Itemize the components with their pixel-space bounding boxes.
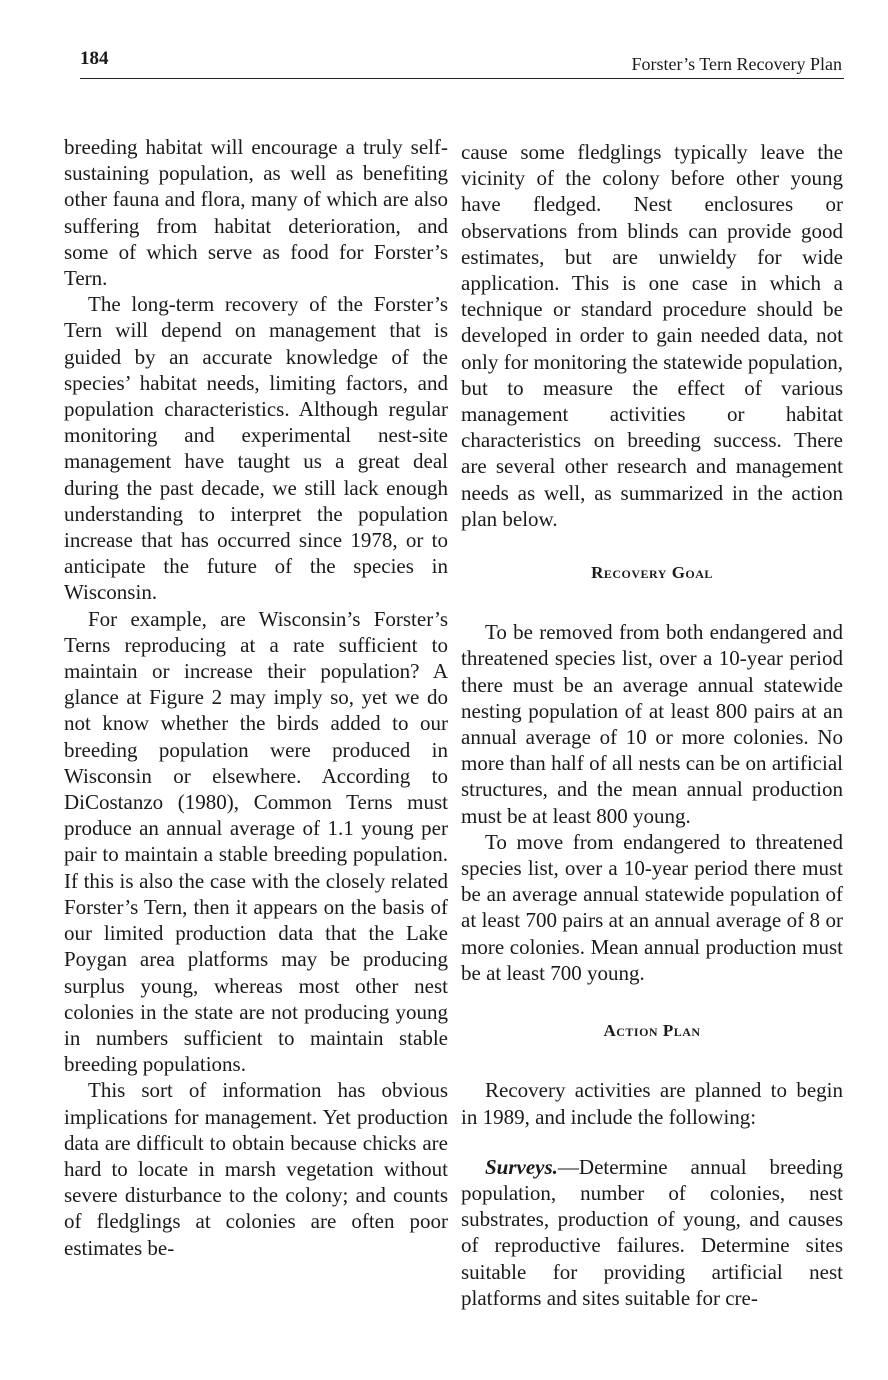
right-paragraph-1: cause some fledglings typically leave the vicinity of the colony before other young have fledged. Nest enclosures or observations from blinds can provide good estimates, but are unwieldy for wide application. This is one case in which a technique or standard procedure should be developed in order to gain needed data, not only for monitoring the statewide population, but to measure the effect of various management activities or habitat characteristics on breeding success. There are several other research and management needs as well, as summarized in the action plan below. — [461, 140, 843, 531]
left-paragraph-4: This sort of information has obvious implications for management. Yet production data are difficult to obtain because chicks are hard to locate in marsh vegetation without severe disturbance to the colony; and counts of fledglings at colonies are often poor estimates be- — [64, 1078, 448, 1260]
left-paragraph-3: For example, are Wisconsin’s Forster’s Terns reproducing at a rate sufficient to maintain or increase their population? A glance at Figure 2 may imply so, yet we do not know whether the birds added to our breeding population were produced in Wisconsin or elsewhere. According to DiCostanzo (1980), Common Terns must produce an annual average of 1.1 young per pair to maintain a stable breeding population. If this is also the case with the closely related Forster’s Tern, then it appears on the basis of our limited production data that the Lake Poygan area platforms may be producing surplus young, whereas most other nest colonies in the state are not producing young in numbers sufficient to maintain stable breeding populations. — [64, 606, 448, 1077]
right-paragraph-2: To be removed from both endangered and threatened species list, over a 10-year period there must be an average annual statewide nesting population of at least 800 pairs at an annual average of 10 or more colonies. No more than half of all nests can be on artificial structures, and the mean annual production must be at least 800 young. — [461, 620, 843, 828]
page-number: 184 — [80, 48, 109, 69]
paragraph-gap — [461, 1130, 843, 1154]
surveys-paragraph — [461, 1154, 843, 1311]
surveys-run-in-label: Surveys. — [485, 1154, 558, 1179]
running-head: Forster’s Tern Recovery Plan — [631, 54, 842, 74]
surveys-text: —Determine annual breeding population, number of colonies, nest substrates, production of young, and causes of reproductive failures. Determine sites suitable for providing artificial nest platforms and sites suitable for cre- — [461, 1154, 843, 1310]
page-header — [80, 48, 844, 79]
left-paragraph-2: The long-term recovery of the Forster’s Tern will depend on management that is guided by an accurate knowledge of the species’ habitat needs, limiting factors, and population characteristics. Although regular monitoring and experimental nest-site management have taught us a great deal during the past decade, we still lack enough understanding to interpret the population increase that has occurred since 1978, or to anticipate the future of the species in Wisconsin. — [64, 292, 448, 605]
section-heading-action-plan: Action Plan — [603, 1021, 701, 1041]
section-heading-recovery-goal: Recovery Goal — [591, 563, 713, 583]
right-paragraph-3: To move from endangered to threatened species list, over a 10-year period there must be an average annual statewide population of at least 700 pairs at an annual average of 8 or more colonies. Mean annual production must be at least 700 young. — [461, 829, 843, 985]
left-paragraph-1: breeding habitat will encourage a truly self-sustaining population, as well as benefiting other fauna and flora, many of which are also suffering from habitat deterioration, and some of which serve as food for Forster’s Tern. — [64, 135, 448, 291]
right-paragraph-4: Recovery activities are planned to begin in 1989, and include the following: — [461, 1078, 843, 1129]
left-column — [64, 134, 448, 1261]
right-column — [461, 139, 843, 1311]
